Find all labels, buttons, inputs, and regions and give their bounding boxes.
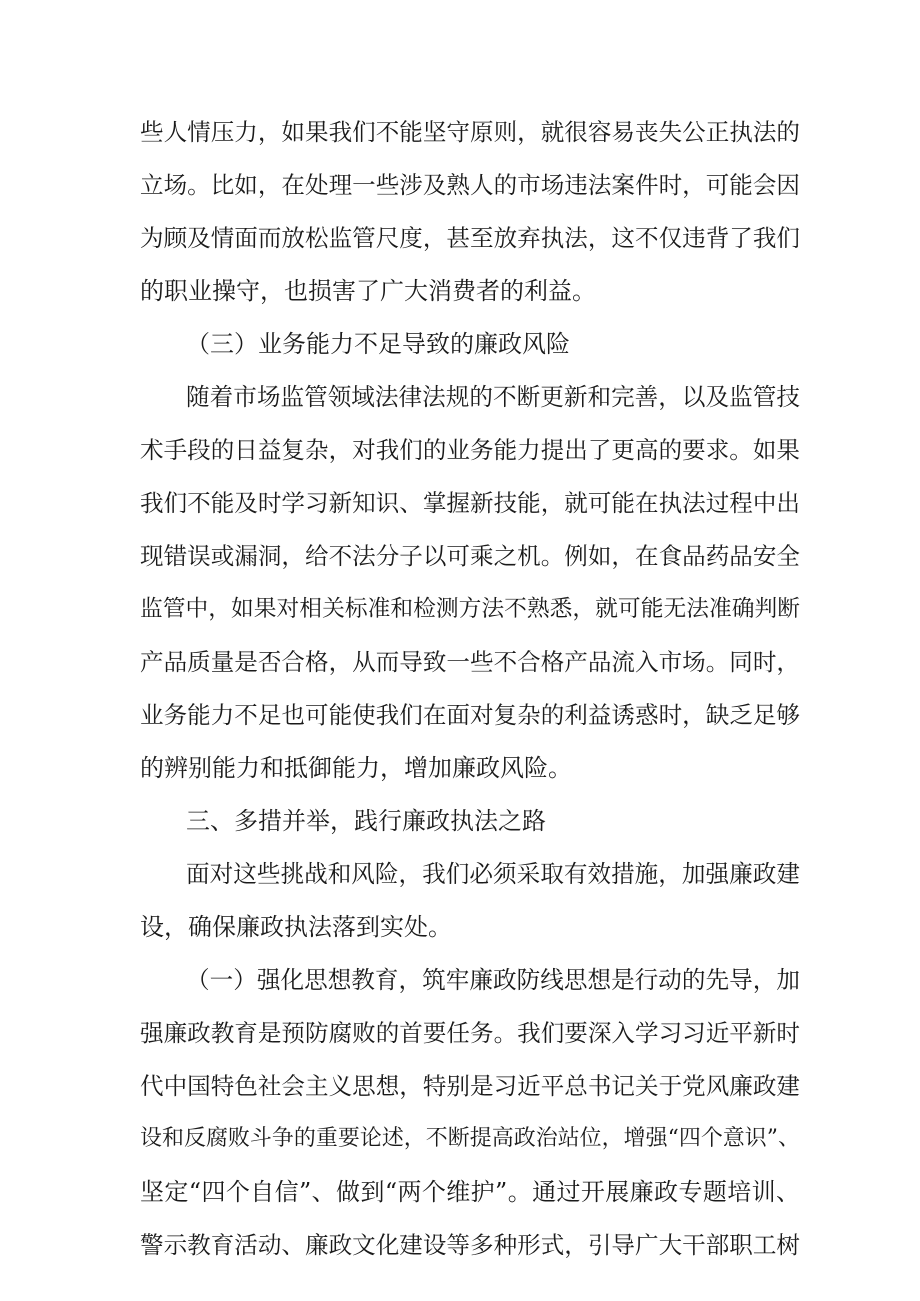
- text-line: 代中国特色社会主义思想，特别是习近平总书记关于党风廉政建: [140, 1072, 800, 1100]
- section-heading: 三、多措并举，践行廉政执法之路: [186, 807, 546, 835]
- text-line: 产品质量是否合格，从而导致一些不合格产品流入市场。同时，: [140, 648, 800, 676]
- text-line: 的辨别能力和抵御能力，增加廉政风险。: [140, 754, 572, 782]
- text-line: 强廉政教育是预防腐败的首要任务。我们要深入学习习近平新时: [140, 1019, 800, 1047]
- text-line: 的职业操守，也损害了广大消费者的利益。: [140, 277, 596, 305]
- text-line: 监管中，如果对相关标准和检测方法不熟悉，就可能无法准确判断: [140, 596, 800, 622]
- text-line: 些人情压力，如果我们不能坚守原则，就很容易丧失公正执法的: [140, 118, 800, 146]
- text-line: 为顾及情面而放松监管尺度，甚至放弃执法，这不仅违背了我们: [140, 224, 800, 252]
- text-line: 设和反腐败斗争的重要论述，不断提高政治站位，增强“四个意识”、: [140, 1126, 800, 1151]
- paragraph-first-line: （一）强化思想教育，筑牢廉政防线思想是行动的先导，加: [186, 966, 800, 994]
- text-line: 现错误或漏洞，给不法分子以可乘之机。例如，在食品药品安全: [140, 542, 800, 570]
- text-line: 设，确保廉政执法落到实处。: [140, 913, 452, 941]
- text-line: 业务能力不足也可能使我们在面对复杂的利益诱惑时，缺乏足够: [140, 701, 800, 729]
- text-line: 术手段的日益复杂，对我们的业务能力提出了更高的要求。如果: [140, 436, 800, 464]
- text-line: 我们不能及时学习新知识、掌握新技能，就可能在执法过程中出: [140, 489, 800, 517]
- paragraph-first-line: 面对这些挑战和风险，我们必须采取有效措施，加强廉政建: [186, 860, 800, 888]
- subsection-heading: （三）业务能力不足导致的廉政风险: [186, 330, 570, 358]
- paragraph-first-line: 随着市场监管领域法律法规的不断更新和完善，以及监管技: [186, 383, 800, 411]
- text-line: 立场。比如，在处理一些涉及熟人的市场违法案件时，可能会因: [140, 171, 800, 199]
- text-line: 警示教育活动、廉政文化建设等多种形式，引导广大干部职工树: [140, 1231, 800, 1259]
- text-line: 坚定“四个自信”、做到“两个维护”。通过开展廉政专题培训、: [140, 1178, 800, 1206]
